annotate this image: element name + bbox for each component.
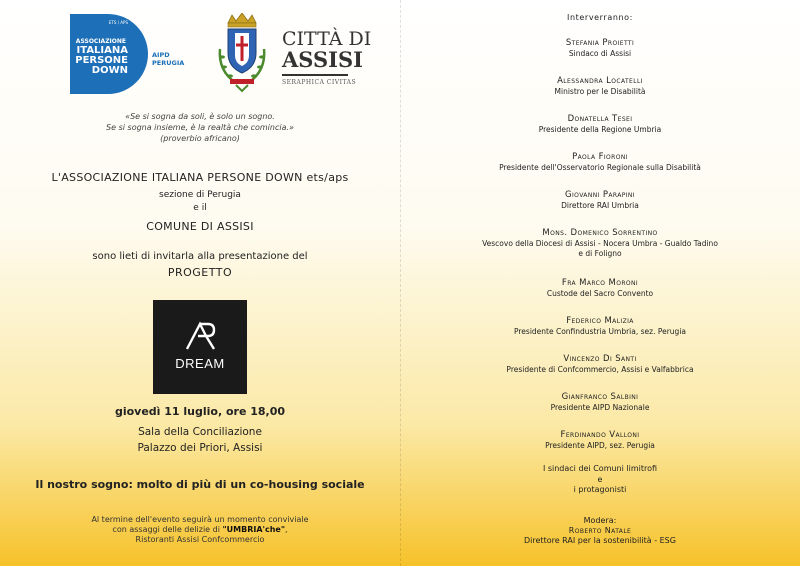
speaker-role: Presidente AIPD, sez. Perugia (545, 441, 655, 450)
speaker (400, 114, 800, 135)
closing-line1: Al termine dell'evento seguirà un momento conviviale (91, 515, 309, 524)
speaker (400, 316, 800, 337)
speaker-role: Presidente di Confcommercio, Assisi e Valfabbrica (506, 365, 694, 374)
aipd-logo-line2: ITALIANA (76, 45, 128, 56)
aipd-logo-line1: ASSOCIAZIONE (75, 38, 126, 45)
speaker-role: Sindaco di Assisi (568, 49, 632, 58)
speaker-name: Alessandra Locatelli (557, 76, 643, 86)
speaker-role: Presidente Confindustria Umbria, sez. Perugia (513, 327, 686, 336)
aipd-logo-line4: DOWN (91, 65, 128, 76)
speaker-role: Presidente dell'Osservatorio Regionale sulla Disabilità (499, 163, 701, 172)
aipd-sub-label (152, 51, 184, 67)
section-block (0, 189, 400, 215)
invite-text: sono lieti di invitarla alla presentazione del (92, 251, 308, 262)
closing-brand: "UMBRIA'che" (222, 525, 286, 534)
speaker (400, 430, 800, 451)
dream-logo (153, 300, 247, 394)
speaker-role: Direttore RAI Umbria (561, 201, 639, 210)
speaker-name: Paola Fioroni (572, 152, 628, 162)
moderator-role: Direttore RAI per la sostenibilità - ESG (524, 536, 676, 545)
quote (0, 111, 400, 144)
event-date: giovedì 11 luglio, ore 18,00 (114, 405, 286, 418)
moderator-block (400, 516, 800, 546)
speaker (400, 278, 800, 299)
speaker (400, 392, 800, 413)
closing-comma: , (285, 525, 288, 534)
speaker (400, 190, 800, 211)
project-tagline: Il nostro sogno: molto di più di un co-housing sociale (35, 478, 365, 491)
speaker-name: Fra Marco Moroni (561, 278, 639, 288)
city-name-line1: CITTÀ DI (282, 28, 372, 50)
mayors-line3: i protagonisti (573, 485, 627, 494)
speaker-role: Vescovo della Diocesi di Assisi - Nocera Umbra - Gualdo Tadino (482, 239, 718, 248)
speaker-role-cont: e di Foligno (578, 249, 622, 258)
speaker-name: Vincenzo Di Santi (563, 354, 637, 364)
moderator-label: Modera: (583, 516, 617, 525)
aipd-logo-line3: PERSONE (75, 55, 128, 66)
aipd-logo-tag: ETS / APS (108, 20, 128, 25)
speaker-name: Donatella Tesei (567, 114, 633, 124)
mayors-line1: I sindaci dei Comuni limitrofi (542, 464, 658, 473)
closing-line2 (0, 525, 400, 535)
project-label: PROGETTO (167, 266, 233, 279)
city-name-line2: ASSISI (282, 47, 363, 72)
speaker-name: Gianfranco Salbini (561, 392, 639, 402)
quote-source: (proverbio africano) (160, 134, 240, 143)
speaker (400, 228, 800, 259)
aipd-logo-line-small (76, 38, 126, 45)
aipd-sub-line2: PERUGIA (152, 59, 185, 67)
quote-line1: «Se si sogna da soli, è solo un sogno. (125, 112, 275, 121)
speaker (400, 76, 800, 97)
mayors-line2: e (597, 474, 603, 484)
city-divider (282, 74, 348, 76)
quote-line2: Se si sogna insieme, è la realtà che comincia.» (106, 123, 294, 132)
comune-name: COMUNE DI ASSISI (146, 220, 254, 233)
speaker-name: Stefania Proietti (565, 38, 635, 48)
speaker-role: Ministro per le Disabilità (554, 87, 646, 96)
moderator-name: Roberto Natale (568, 526, 632, 535)
closing-line2-text: con assaggi delle delizie di (112, 525, 223, 534)
aipd-logo (70, 14, 148, 94)
association-name: L'ASSOCIAZIONE ITALIANA PERSONE DOWN ets/aps (51, 171, 349, 184)
closing-note (0, 515, 400, 545)
event-venue: Sala della Conciliazione (138, 426, 262, 438)
speaker-name: Federico Malizia (566, 316, 634, 326)
speaker-role: Presidente AIPD Nazionale (550, 403, 650, 412)
speakers-heading: Interverranno: (567, 13, 633, 22)
speaker-role: Presidente della Regione Umbria (538, 125, 662, 134)
speaker-name: Giovanni Parapini (565, 190, 635, 200)
mayors-note (400, 464, 800, 496)
city-motto: SERAPHICA CIVITAS (282, 79, 357, 86)
dream-mark-icon (184, 321, 216, 351)
speaker (400, 152, 800, 173)
aipd-sub-line1: AIPD (152, 51, 170, 59)
conjunction: e il (193, 203, 207, 213)
assisi-crest-icon (214, 13, 270, 95)
aipd-logo-line-big (75, 46, 128, 76)
dream-logo-label: DREAM (175, 356, 225, 371)
event-location: Palazzo dei Priori, Assisi (137, 442, 263, 454)
section-name: sezione di Perugia (159, 190, 241, 200)
event-place (0, 424, 400, 456)
closing-line3: Ristoranti Assisi Confcommercio (135, 535, 265, 544)
speaker-name: Mons. Domenico Sorrentino (542, 228, 658, 238)
speaker-role: Custode del Sacro Convento (546, 289, 654, 298)
speaker (400, 354, 800, 375)
speaker-name: Ferdinando Valloni (560, 430, 640, 440)
speaker (400, 38, 800, 59)
